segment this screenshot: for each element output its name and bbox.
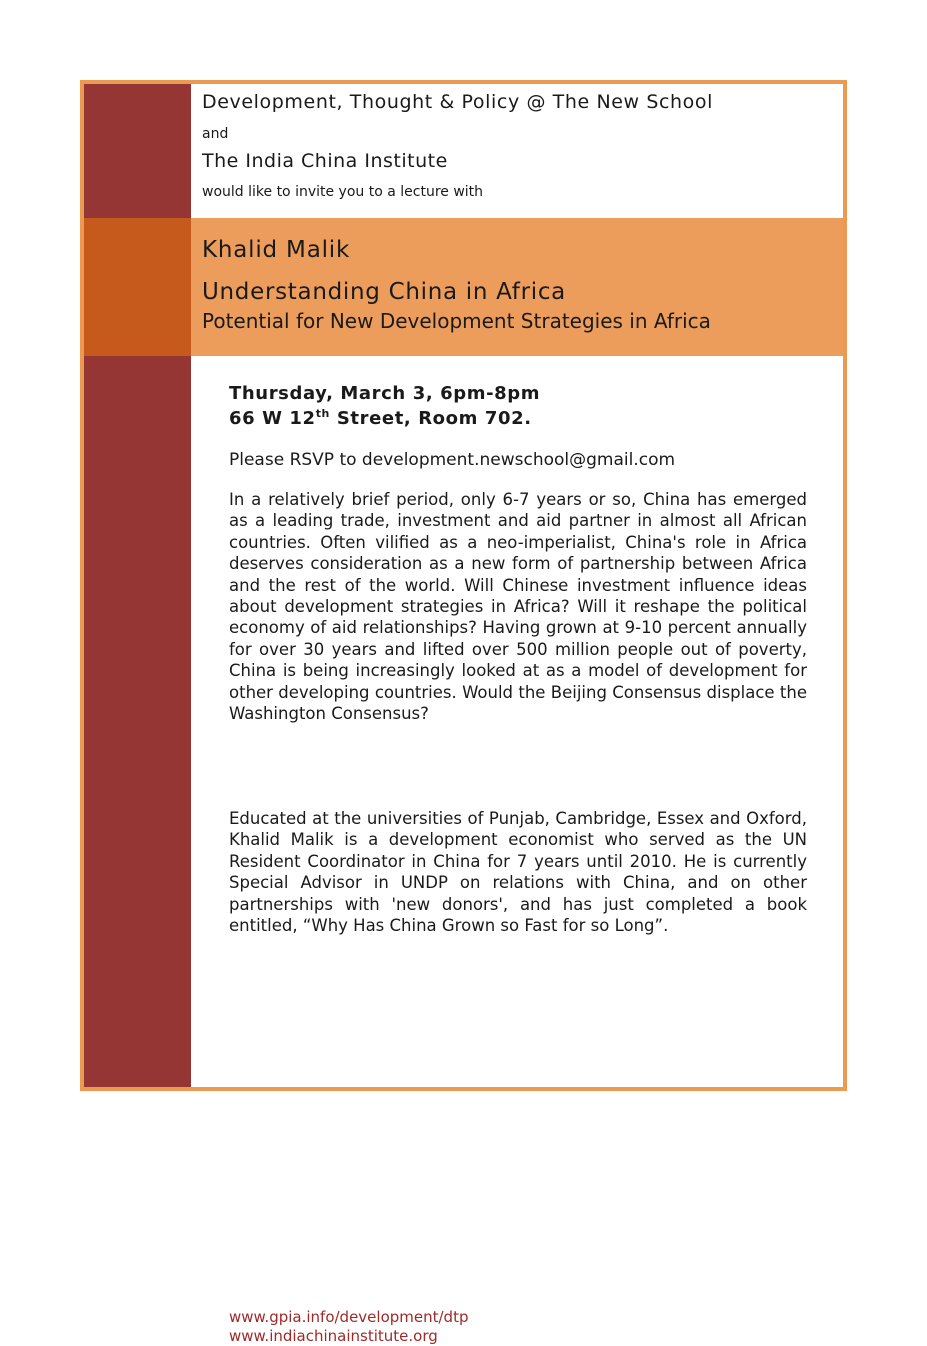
location-prefix: 66 W 12 [229,408,316,429]
link-gpia[interactable]: www.gpia.info/development/dtp [229,1308,469,1326]
description-paragraph: In a relatively brief period, only 6-7 years or so, China has emerged as a leading trade, investment and aid partner in almost all African countries. Often vilified as a neo-imperialist, China's role in Africa deserves consideration as a new form of partnership between Africa and the rest of the world. Will Chinese investment influence ideas about development strategies in Africa? Will it reshape the political economy of aid relationships? Having grown at 9-10 percent annually for over 30 years and lifted over 500 million people out of poverty, China is being increasingly looked at as a model of development for other developing countries. Would the Beijing Consensus displace the Washington Consensus? [229,490,807,724]
organizer-2: The India China Institute [202,150,448,172]
lecture-title: Understanding China in Africa [202,279,566,305]
links-block [229,1308,468,1346]
rsvp-line: Please RSVP to development.newschool@gmail.com [229,450,676,470]
lecture-subtitle: Potential for New Development Strategies in Africa [202,309,711,333]
speaker-bio-paragraph: Educated at the universities of Punjab, Cambridge, Essex and Oxford, Khalid Malik is a development economist who served as the UN Resident Coordinator in China for 7 years until 2010. He is currently Special Advisor in UNDP on relations with China, and on other partnerships with 'new donors', and has just completed a book entitled, “Why Has China Grown so Fast for so Long”. [229,809,807,936]
event-date-time: Thursday, March 3, 6pm-8pm [229,383,541,404]
location-suffix: Street, Room 702. [329,408,532,429]
title-band-accent [84,218,191,356]
flyer-frame [80,80,847,1345]
event-location [229,404,532,429]
location-ordinal: th [315,407,330,420]
title-band [84,218,843,356]
invitation-line: would like to invite you to a lecture with [202,184,484,200]
organizer-1: Development, Thought & Policy @ The New School [202,91,714,113]
link-india-china-institute[interactable]: www.indiachinainstitute.org [229,1327,438,1345]
speaker-name: Khalid Malik [202,237,351,263]
conjunction: and [202,126,229,142]
